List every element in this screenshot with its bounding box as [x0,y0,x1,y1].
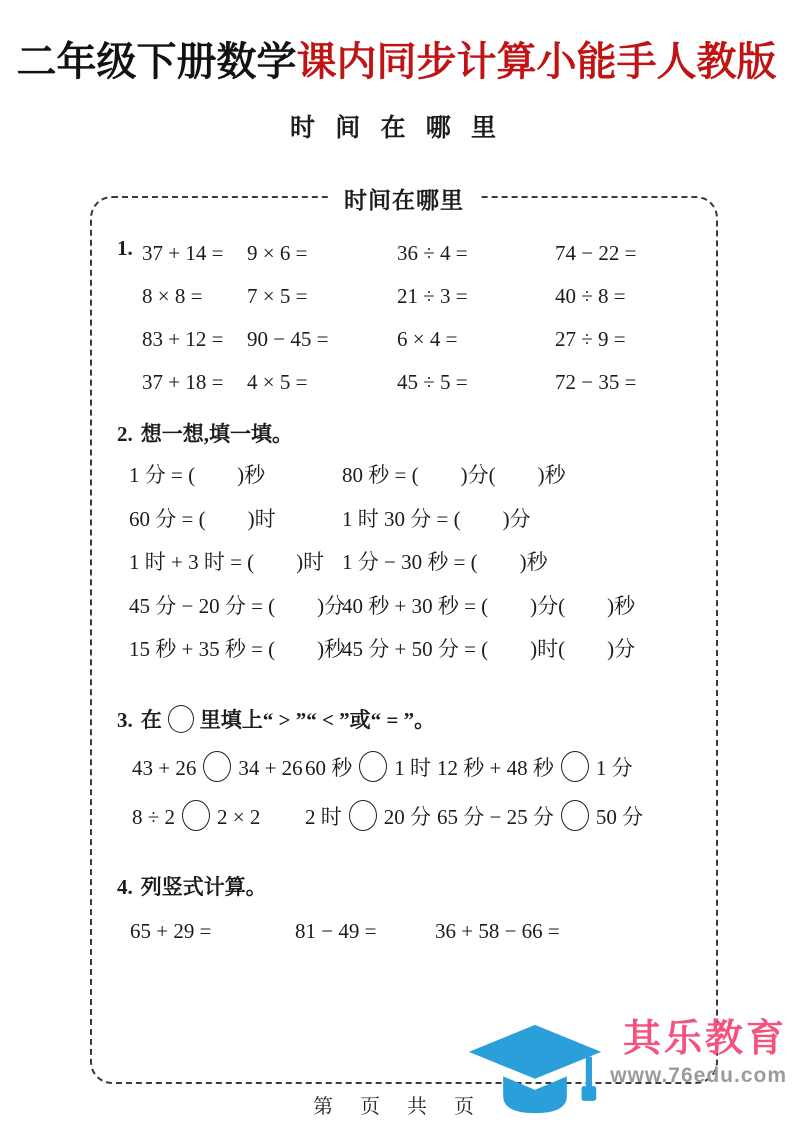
comparison-left: 43 + 26 [132,755,197,780]
problem-cell: 7 × 5 = [247,284,308,308]
comparison-right: 2 × 2 [217,804,261,829]
fill-blank-cell: 40 秒 + 30 秒 = ( )分( )秒 [342,593,636,618]
question3-header [117,696,716,744]
fill-blank-cell: 1 分 = ( )秒 [129,463,266,487]
compare-circle-icon [359,751,387,782]
comparison-cell [305,793,437,842]
question4-header [117,866,716,908]
problem-cell: 6 × 4 = [397,327,458,351]
comparison-left: 12 秒 + 48 秒 [437,755,554,780]
page-number-footer: 第 页 共 页 [313,1096,480,1118]
fill-blank-cell: 1 时 + 3 时 = ( )时 [129,550,325,574]
worksheet-box [90,188,718,1084]
question4-number: 4. [117,874,133,899]
problem-cell: 9 × 6 = [247,241,308,265]
comparison-cell [437,793,716,842]
question4-problems [130,908,716,954]
problem-cell: 37 + 14 = [142,241,224,265]
question3-title-suffix: 里填上“ > ”“ < ”或“ = ”。 [199,707,436,732]
question2-number: 2. [117,422,133,446]
question4 [92,866,716,954]
problem-cell: 21 ÷ 3 = [397,284,468,308]
question2 [92,414,716,672]
fill-blank-cell: 1 时 30 分 = ( )分 [342,506,531,531]
problem-cell: 74 − 22 = [555,241,637,265]
fill-blank-cell: 45 分 − 20 分 = ( )分 [129,593,346,618]
page-title-black: 二年级下册数学 [16,40,297,84]
comparison-cell [305,744,437,793]
comparison-right: 1 时 [394,755,431,780]
problem-cell: 8 × 8 = [142,284,203,308]
question3 [92,696,716,842]
question1-number: 1. [117,236,133,260]
comparison-right: 20 分 [383,804,431,829]
logo-url: www.76edu.com [610,1063,787,1087]
comparison-left: 8 ÷ 2 [132,804,176,829]
fill-blank-cell: 1 分 − 30 秒 = ( )秒 [342,550,548,574]
vertical-calc-problem: 36 + 58 − 66 = [435,918,560,943]
question2-title: 想一想,填一填。 [140,422,293,446]
problem-cell: 40 ÷ 8 = [555,284,626,308]
compare-circle-icon [203,751,231,782]
comparison-cell [132,793,305,842]
page-title [0,30,793,87]
question2-header [117,414,716,454]
comparison-left: 2 时 [305,804,342,829]
comparison-cell [132,744,305,793]
problem-cell: 90 − 45 = [247,327,329,351]
question2-problems [129,454,716,672]
comparison-right: 34 + 26 [238,755,303,780]
question4-title: 列竖式计算。 [140,874,267,899]
question1-problems [142,232,716,404]
logo-text [610,1016,787,1087]
question3-title-prefix: 在 [140,707,162,732]
fill-blank-cell: 45 分 + 50 分 = ( )时( )分 [342,637,636,661]
graduation-cap-icon [460,1020,610,1118]
compare-circle-icon [561,751,589,782]
page-title-red: 课内同步计算小能手人教版 [296,40,777,84]
fill-blank-cell: 80 秒 = ( )分( )秒 [342,463,566,487]
comparison-right: 1 分 [595,755,633,780]
problem-cell: 4 × 5 = [247,370,308,394]
compare-circle-icon [182,800,210,831]
comparison-left: 65 分 − 25 分 [437,804,554,829]
problem-cell: 83 + 12 = [142,327,224,351]
question3-problems [132,744,716,842]
compare-circle-icon [349,800,377,831]
problem-cell: 36 ÷ 4 = [397,241,468,265]
comparison-cell [437,744,716,793]
comparison-right: 50 分 [595,804,644,829]
site-logo [460,1016,787,1118]
lesson-title: 时 间 在 哪 里 [289,115,503,142]
logo-name: 其乐教育 [622,1018,787,1060]
fill-blank-cell: 60 分 = ( )时 [129,506,276,531]
problem-cell: 27 ÷ 9 = [555,327,626,351]
compare-circle-icon [561,800,589,831]
comparison-left: 60 秒 [305,755,353,780]
question3-number: 3. [117,707,133,732]
compare-circle-icon [168,705,194,733]
problem-cell: 37 + 18 = [142,370,224,394]
vertical-calc-problem: 81 − 49 = [295,918,377,943]
vertical-calc-problem: 65 + 29 = [130,918,212,943]
box-title: 时间在哪里 [330,182,478,215]
problem-cell: 72 − 35 = [555,370,637,394]
fill-blank-cell: 15 秒 + 35 秒 = ( )秒 [129,637,346,661]
problem-cell: 45 ÷ 5 = [397,370,468,394]
